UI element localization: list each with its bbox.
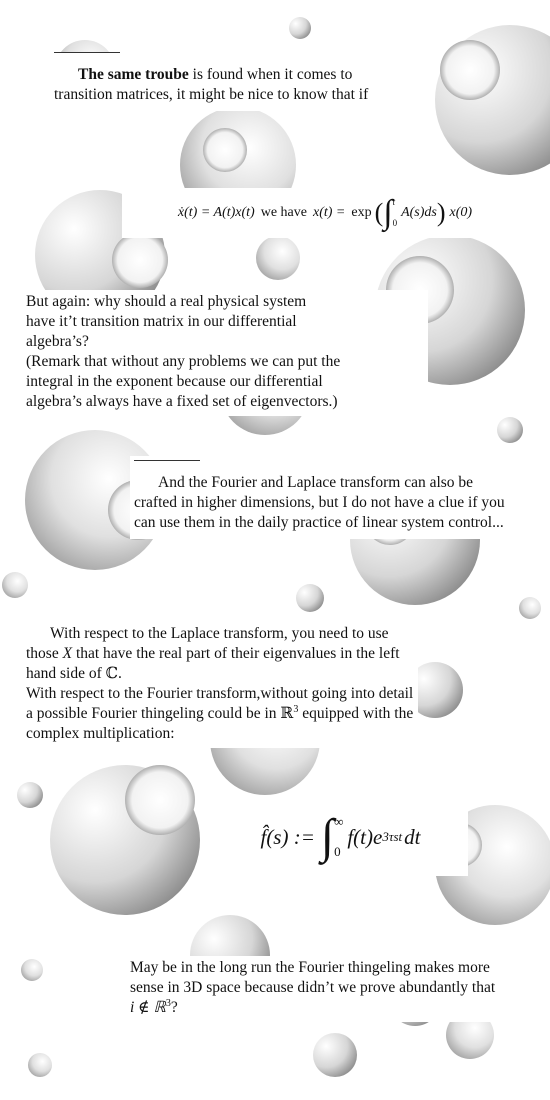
eq2-dt: dt	[404, 824, 421, 849]
physical-line-3: algebra’s?	[26, 333, 89, 350]
eq2-lower-limit: 0	[334, 844, 341, 859]
paragraph-laplace-fourier	[24, 622, 418, 748]
eq1-upper-limit: t	[392, 197, 396, 207]
3d-math-exp: 3	[165, 997, 171, 1009]
laplace-var: X	[62, 645, 73, 662]
laplace-text-a: With respect to the Laplace transform, you need to use those	[26, 625, 389, 662]
3d-text-a: May be in the long run the Fourier thingeling makes more sense in 3D space because didn’t we prove abundantly that	[130, 959, 496, 996]
fourier-text-b: equipped with the complex multiplication:	[26, 705, 414, 742]
eq1-xt: x(t) =	[313, 205, 346, 220]
laplace-text	[26, 624, 416, 684]
equation-transition: ẋ(t) = A(t)x(t) we have x(t) = exp ( ∫ t 0 A(s)ds ) x(0)	[122, 188, 528, 238]
footnote-rule	[134, 460, 200, 461]
physical-line-6: algebra’s always have a fixed set of eigenvectors.)	[26, 393, 338, 410]
fourier-text	[26, 684, 416, 744]
integral-sign: ∫	[320, 810, 335, 863]
eq1-integrand: A(s)ds	[401, 205, 437, 220]
3d-space-text	[130, 958, 496, 1018]
eq1-tail: x(0)	[449, 205, 473, 220]
eq2-integrand: f(t)e	[347, 824, 383, 849]
transition-paragraph-text	[54, 65, 406, 105]
eq2-upper-limit: ∞	[334, 814, 344, 829]
fourier-text-a: With respect to the Fourier transform,without going into detail a possible Fourier thingeling could be in ℝ	[26, 685, 414, 722]
paragraph-higher-dimensions	[130, 456, 516, 539]
bold-lead: The same troube	[78, 66, 189, 83]
eq2-lhs: f̂(s) :=	[260, 824, 315, 849]
eq1-we-have: we have	[260, 205, 307, 220]
paragraph-transition-matrices	[52, 52, 410, 111]
eq1-lower-limit: 0	[392, 218, 398, 228]
fourier-exp: 3	[293, 703, 299, 715]
transition-text: is found when it comes to transition matrices, it might be nice to know that if	[54, 66, 369, 103]
paragraph-physical-system	[24, 290, 428, 416]
physical-line-5: integral in the exponent because our differential	[26, 373, 323, 390]
torus-shapes	[2, 17, 550, 1077]
3d-math: i ∉ ℝ	[130, 999, 166, 1016]
physical-line-1: But again: why should a real physical system	[26, 293, 307, 310]
higher-dimensions-text: And the Fourier and Laplace transform can also be crafted in higher dimensions, but I do not have a clue if you can use them in the daily practice of linear system control...	[134, 474, 505, 531]
eq1-lhs: ẋ(t) = A(t)x(t)	[177, 205, 255, 220]
integral-sign: ∫	[383, 194, 393, 231]
physical-line-4: (Remark that without any problems we can put the	[26, 353, 341, 370]
equation-fourier: f̂(s) := ∫ ∞ 0 f(t)e 3τst dt	[213, 798, 468, 876]
physical-line-2: have it’t transition matrix in our differential	[26, 313, 297, 330]
3d-text-b: ?	[170, 999, 178, 1016]
laplace-text-b: that have the real part of their eigenvalues in the left hand side of ℂ.	[26, 645, 400, 682]
eq1-exp: exp	[351, 205, 372, 220]
paragraph-3d-space	[126, 956, 500, 1022]
footnote-rule	[54, 52, 120, 53]
